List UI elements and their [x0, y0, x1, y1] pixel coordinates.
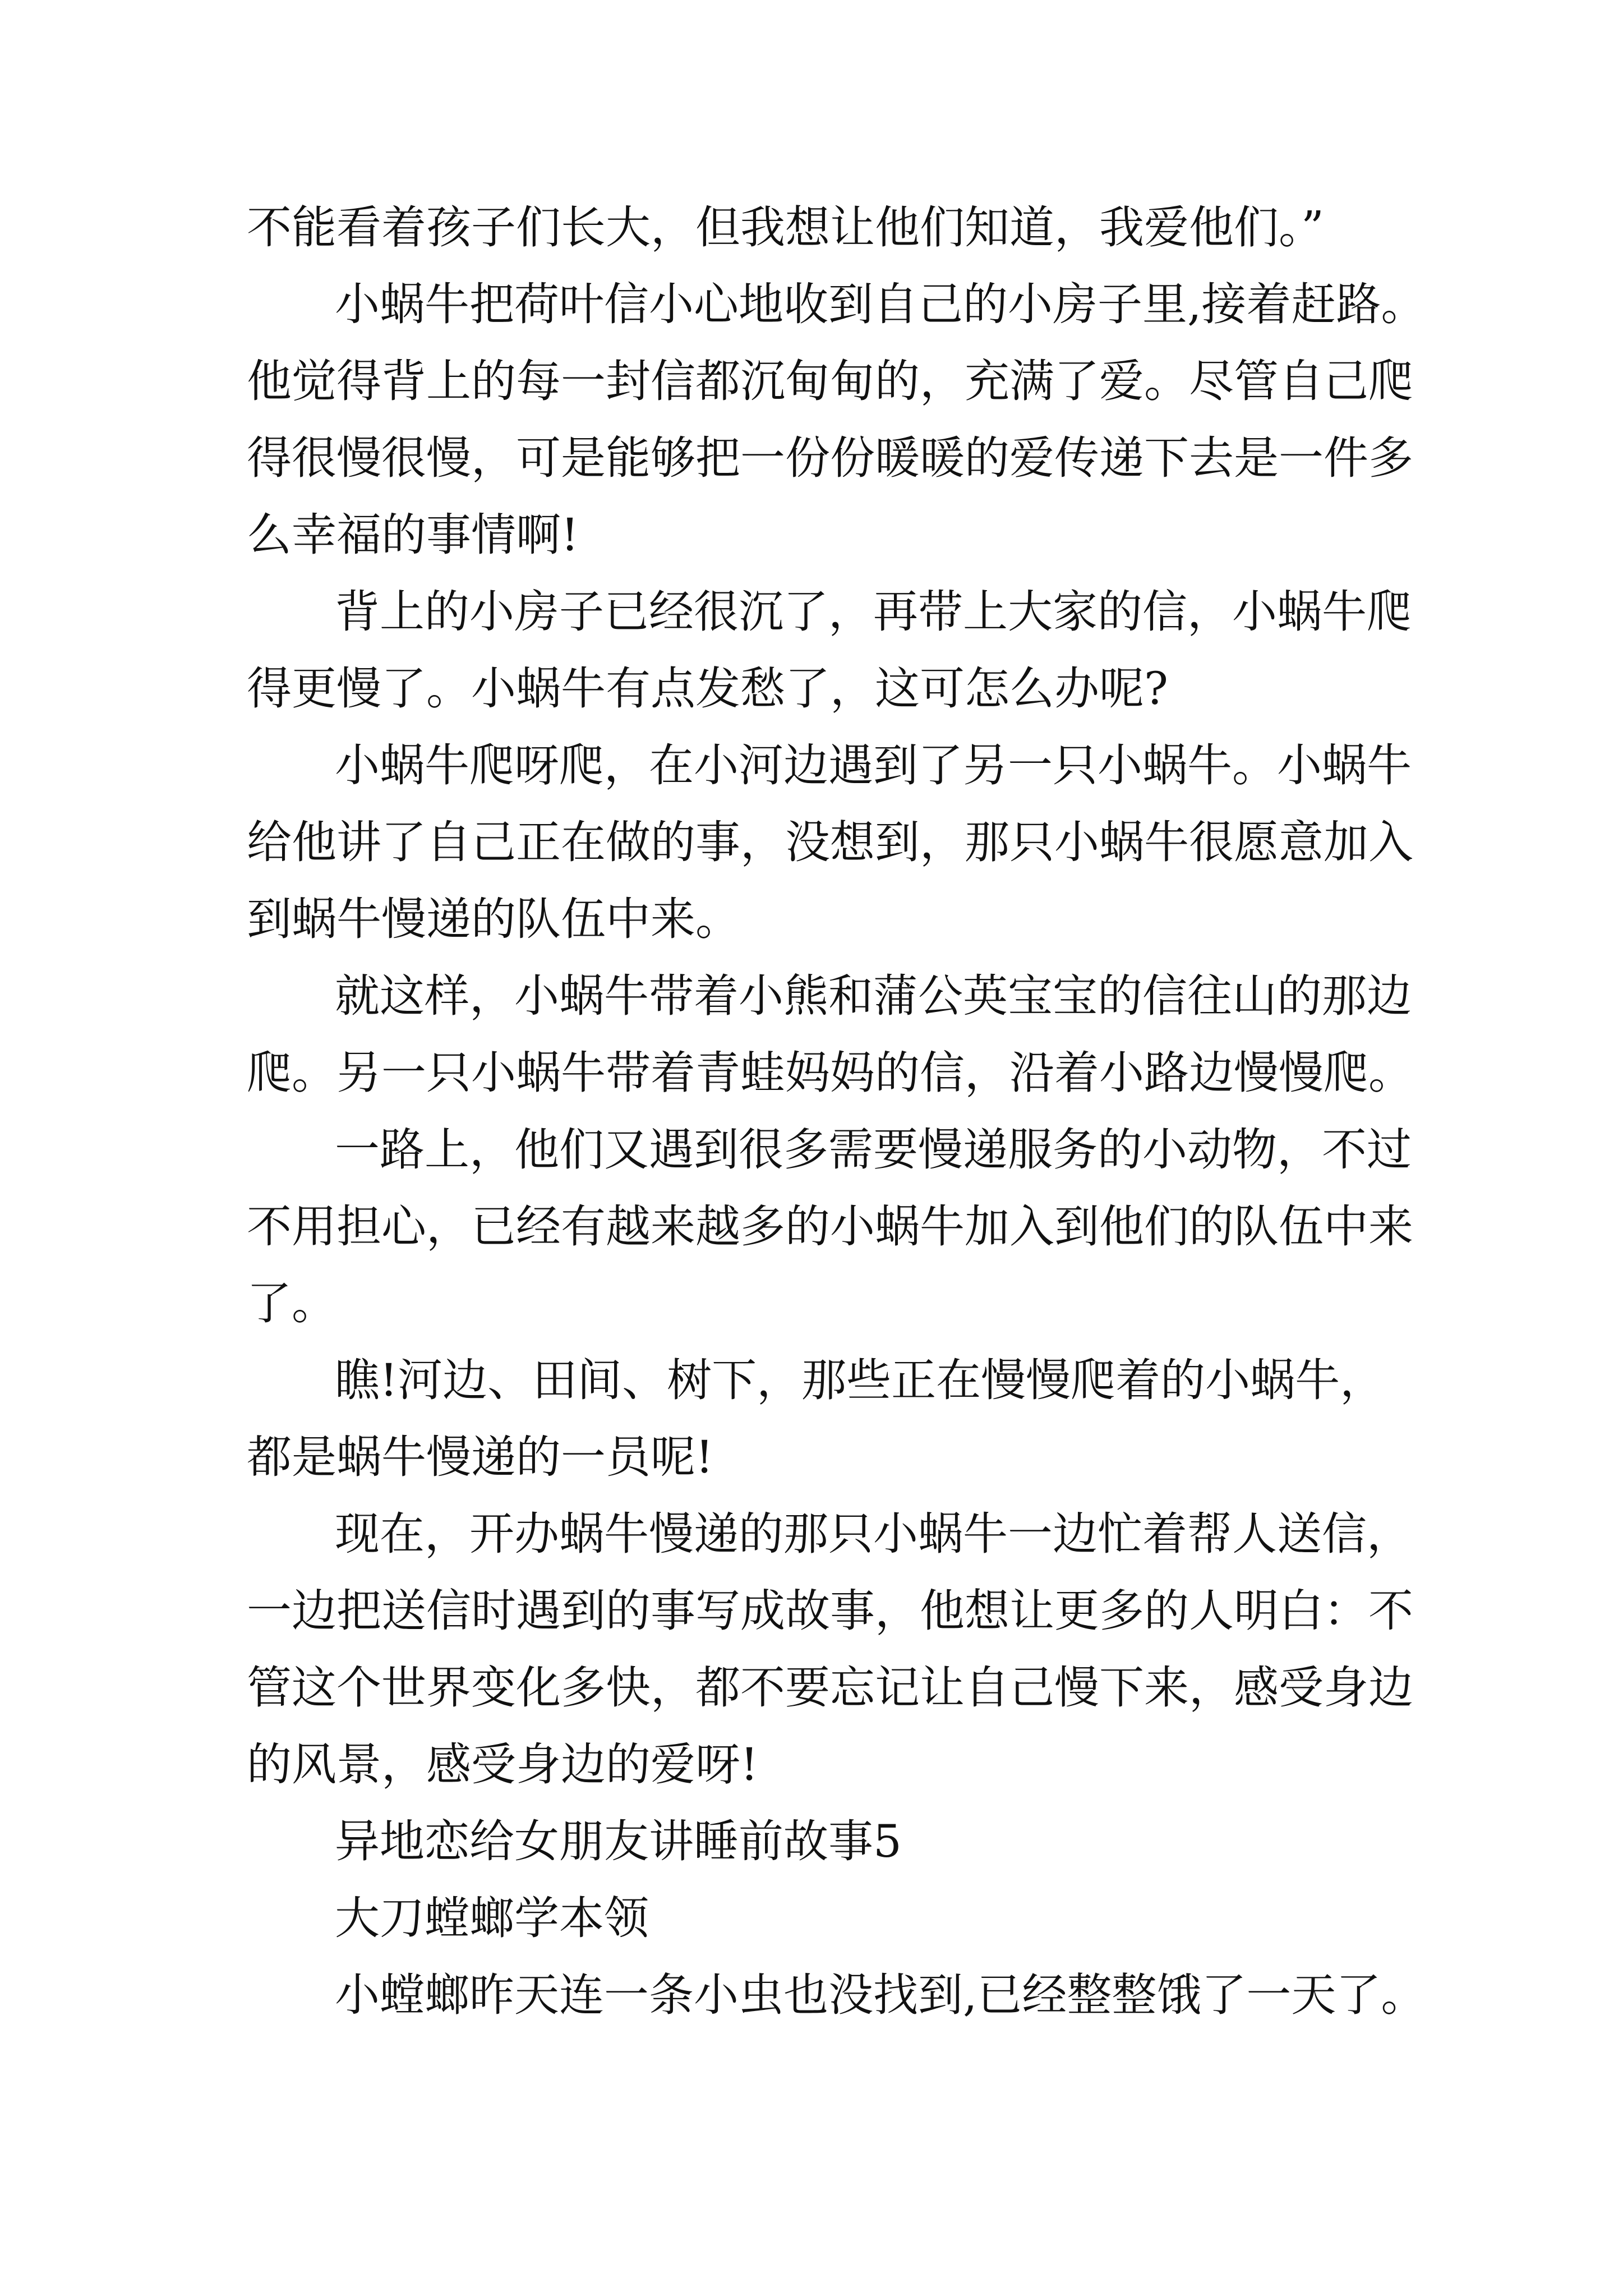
text-line: 到蜗牛慢递的队伍中来。: [247, 893, 740, 945]
text-line: 管这个世界变化多快，都不要忘记让自己慢下来，感受身边: [247, 1662, 1413, 1714]
paragraph-start: 小螳螂昨天连一条小虫也没找到,已经整整饿了一天了。: [335, 1969, 1426, 2021]
text-line: 爬。另一只小蜗牛带着青蛙妈妈的信，沿着小路边慢慢爬。: [247, 1047, 1413, 1099]
paragraph-start: 就这样，小蜗牛带着小熊和蒲公英宝宝的信往山的那边: [335, 970, 1412, 1022]
text-line: 么幸福的事情啊!: [247, 509, 579, 561]
text-line: 给他讲了自己正在做的事，没想到，那只小蜗牛很愿意加入: [247, 816, 1413, 868]
paragraph-start: 一路上，他们又遇到很多需要慢递服务的小动物，不过: [335, 1124, 1412, 1176]
text-line: 都是蜗牛慢递的一员呢!: [247, 1431, 714, 1483]
text-line: 得更慢了。小蜗牛有点发愁了，这可怎么办呢?: [247, 662, 1168, 715]
text-line: 的风景，感受身边的爱呀!: [247, 1738, 759, 1791]
text-line: 他觉得背上的每一封信都沉甸甸的，充满了爱。尽管自己爬: [247, 355, 1413, 407]
paragraph-start: 现在，开办蜗牛慢递的那只小蜗牛一边忙着帮人送信，: [335, 1508, 1412, 1560]
text-line: 不用担心，已经有越来越多的小蜗牛加入到他们的队伍中来: [247, 1200, 1413, 1253]
text-line: 不能看着孩子们长大，但我想让他们知道，我爱他们。”: [247, 201, 1324, 254]
story-title: 大刀螳螂学本领: [335, 1892, 649, 1944]
paragraph-start: 小蜗牛爬呀爬，在小河边遇到了另一只小蜗牛。小蜗牛: [335, 739, 1412, 792]
paragraph-start: 瞧!河边、田间、树下，那些正在慢慢爬着的小蜗牛，: [335, 1354, 1385, 1406]
paragraph-start: 小蜗牛把荷叶信小心地收到自己的小房子里,接着赶路。: [335, 278, 1426, 330]
text-line: 得很慢很慢，可是能够把一份份暖暖的爱传递下去是一件多: [247, 432, 1413, 484]
paragraph-start: 背上的小房子已经很沉了，再带上大家的信，小蜗牛爬: [335, 586, 1412, 638]
section-heading: 异地恋给女朋友讲睡前故事5: [335, 1815, 902, 1867]
text-line: 了。: [247, 1277, 336, 1329]
text-line: 一边把送信时遇到的事写成故事，他想让更多的人明白：不: [247, 1585, 1413, 1637]
